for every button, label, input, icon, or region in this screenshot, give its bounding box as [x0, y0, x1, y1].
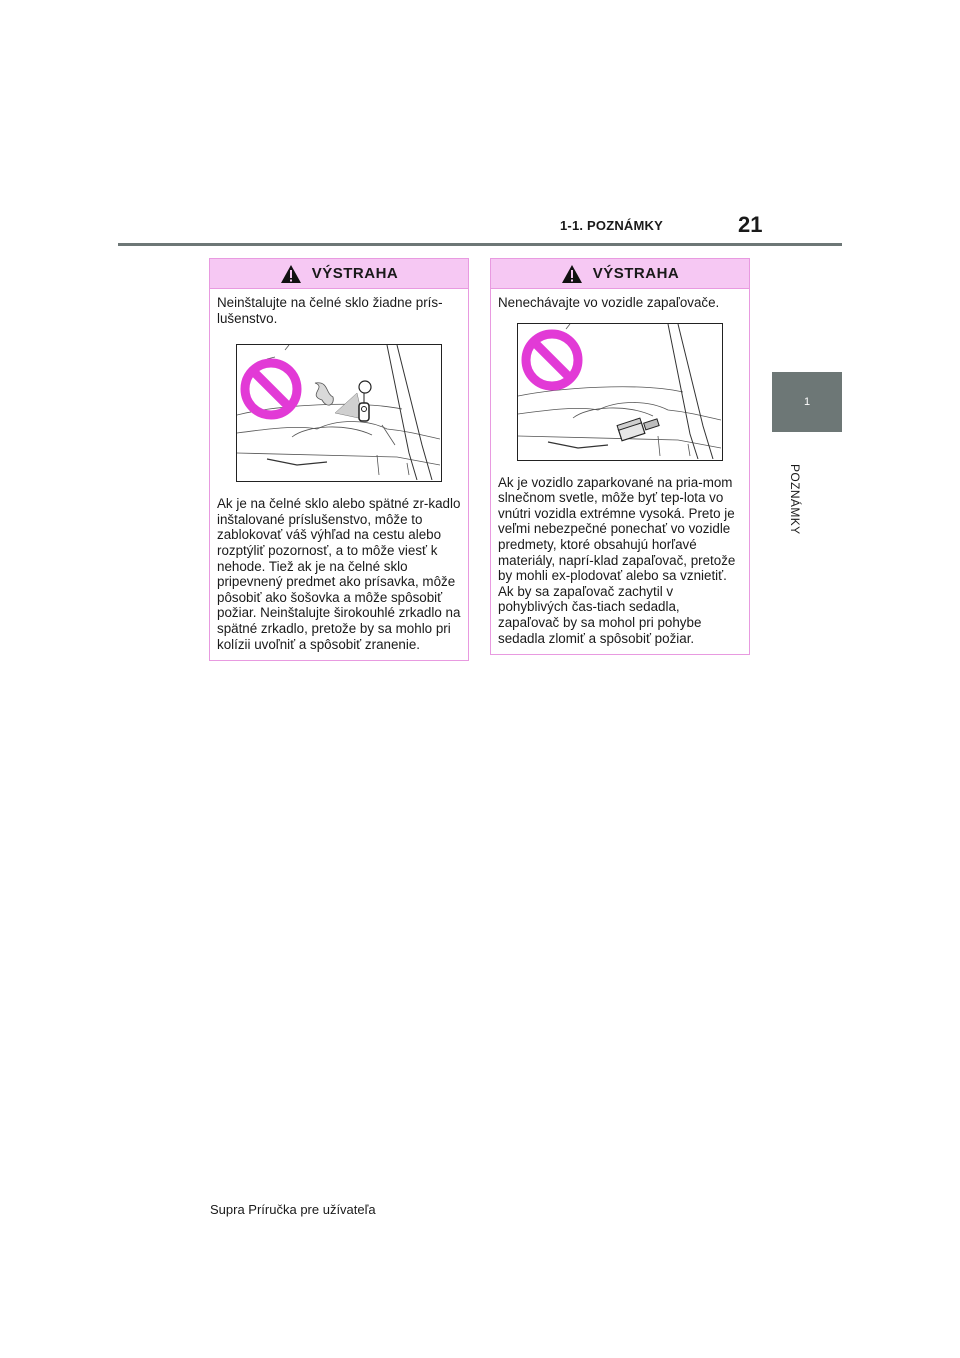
prohibition-icon [239, 357, 303, 421]
warning-header [210, 259, 468, 289]
warning-header [491, 259, 749, 289]
warning-box-lighters [490, 258, 750, 655]
lighter-dashboard-illustration [517, 323, 723, 461]
section-title: 1-1. POZNÁMKY [560, 218, 664, 233]
warning-triangle-icon [280, 264, 302, 284]
warning-body: Ak je vozidlo zaparkované na pria-mom slnečnom svetle, môže byť tep-lota vo vnútri vozidla extrémne vysoká. Preto je veľmi nebezpečné ponechať vo vozidle predmety, ktoré obsahujú horľavé materiály, naprí-klad zapaľovač, pretože by mohli ex-plodovať alebo sa vznietiť. Ak by sa zapaľovač zachytil v pohyblivých čas-tiach sedadla, zapaľovač by sa mohol pri pohybe sedadla zlomiť a spôsobiť požiar. [498, 474, 736, 646]
warning-body: Ak je na čelné sklo alebo spätné zr-kadlo inštalované príslušenstvo, môže to zablokovať váš výhľad na cestu alebo rozptýliť pozornosť, a to môže viesť k nehode. Tiež ak je na čelné sklo pripevnený predmet ako prísavka, môže pôsobiť ako šošovka a môže spôsobiť požiar. Neinštalujte širokouhlé zrkadlo na spätné zrkadlo, pretože by sa mohlo pri kolízii uvoľniť a spôsobiť zranenie. [217, 496, 461, 652]
chapter-tab-number: 1 [803, 396, 811, 408]
warning-intro: Neinštalujte na čelné sklo žiadne prís-lušenstvo. [217, 295, 443, 326]
warning-title: VÝSTRAHA [311, 265, 399, 282]
windshield-accessory-illustration [236, 344, 442, 482]
page-number: 21 [738, 212, 763, 237]
warning-title: VÝSTRAHA [592, 265, 680, 282]
warning-triangle-icon [561, 264, 583, 284]
header-divider [118, 243, 842, 246]
prohibition-icon [520, 328, 584, 392]
warning-intro: Nenechávajte vo vozidle zapaľovače. [498, 295, 720, 310]
footer-manual-title: Supra Príručka pre užívateľa [210, 1202, 376, 1217]
warning-box-accessories [209, 258, 469, 661]
chapter-tab[interactable] [772, 372, 842, 432]
chapter-side-title: POZNÁMKY [788, 464, 802, 535]
